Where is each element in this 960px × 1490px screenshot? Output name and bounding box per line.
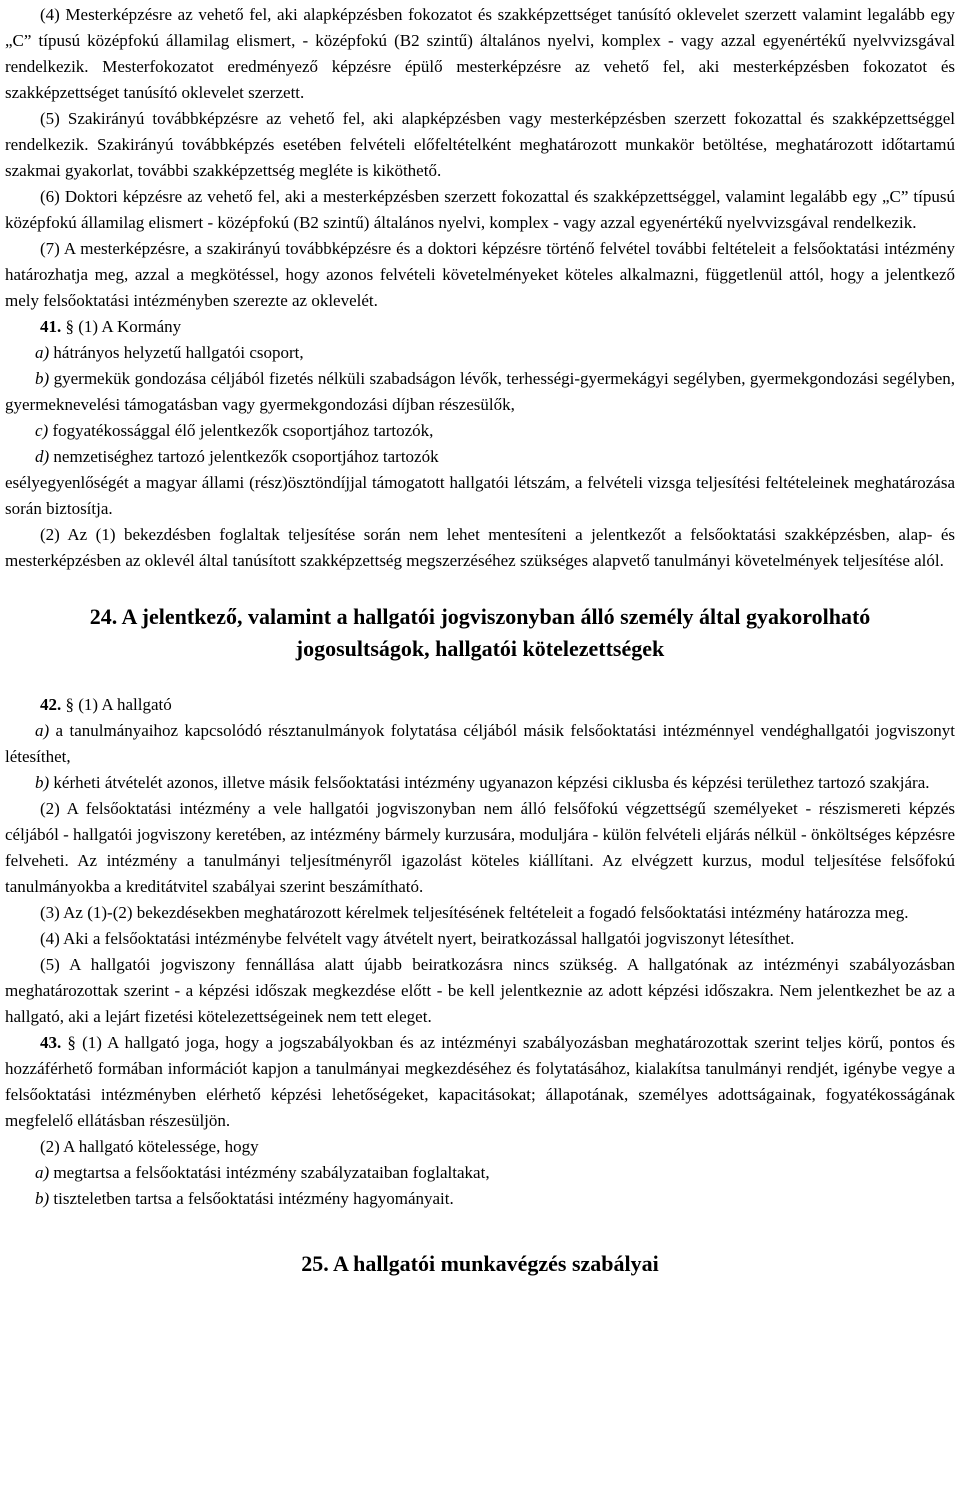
section-42-number: 42.	[40, 695, 62, 714]
section-42-paragraph-3: (3) Az (1)-(2) bekezdésekben meghatározott kérelmek teljesítésének feltételeit a fogadó felsőoktatási intézmény határozza meg.	[40, 903, 909, 922]
item-text: tiszteletben tartsa a felsőoktatási intézmény hagyományait.	[49, 1189, 454, 1208]
section-43-paragraph-2: (2) A hallgató kötelessége, hogy	[40, 1137, 259, 1156]
section-41-closing: esélyegyenlőségét a magyar állami (rész)ösztöndíjjal támogatott hallgatói létszám, a felvételi vizsga teljesítési feltételeinek meghatározása során biztosítja.	[5, 473, 955, 518]
item-letter: a)	[35, 343, 50, 362]
heading-24: 24. A jelentkező, valamint a hallgatói jogviszonyban álló személy által gyakorolható jogosultságok, hallgatói kötelezettségek	[89, 604, 871, 661]
item-text: fogyatékossággal élő jelentkezők csoportjához tartozók,	[48, 421, 434, 440]
section-42-item-b	[5, 770, 955, 796]
item-text: gyermekük gondozása céljából fizetés nélküli szabadságon lévők, terhességi-gyermekágyi segélyben, gyermekgondozási segélyben, gyermeknevelési támogatásban vagy gyermekgondozási díjban részesülők,	[5, 369, 955, 414]
section-42-item-a	[5, 718, 955, 770]
item-letter: b)	[35, 1189, 50, 1208]
item-letter: a)	[35, 721, 50, 740]
item-text: kérheti átvételét azonos, illetve másik felsőoktatási intézmény ugyanazon képzési ciklusba és képzési területhez tartozó szakjára.	[49, 773, 930, 792]
section-41-number: 41.	[40, 317, 62, 336]
section-42-intro	[5, 692, 955, 718]
item-letter: c)	[35, 421, 49, 440]
item-text: megtartsa a felsőoktatási intézmény szabályzataiban foglaltakat,	[49, 1163, 490, 1182]
section-43-item-a	[5, 1160, 955, 1186]
item-text: hátrányos helyzetű hallgatói csoport,	[49, 343, 304, 362]
paragraph-4: (4) Mesterképzésre az vehető fel, aki alapképzésben fokozatot és szakképzettséget tanúsító oklevelet szerzett valamint legalább egy „C” típusú középfokú államilag elismert, - középfokú (B2 szintű) általános nyelvi, komplex - vagy azzal egyenértékű nyelvvizsgával rendelkezik. Mesterfokozatot eredményező képzésre épülő mesterképzésre az vehető fel, aki mesterképzésben fokozatot és szakképzettséget tanúsító oklevelet szerzett.	[5, 5, 955, 102]
section-42-paragraph-2: (2) A felsőoktatási intézmény a vele hallgatói jogviszonyban nem álló felsőfokú végzettségű személyeket - részismereti képzés céljából - hallgatói jogviszony keretében, az intézmény bármely kurzusára, moduljára - külön felvételi eljárás nélkül - önköltséges képzésre felveheti. Az intézmény a tanulmányi teljesítményről igazolást köteles kiállítani. Az elvégzett kurzus, modul teljesítése felsőfokú tanulmányokba a kreditátvitel szabályai szerint beszámítható.	[5, 799, 955, 896]
item-letter: b)	[35, 773, 50, 792]
section-43-item-b	[5, 1186, 955, 1212]
section-43-intro-text: § (1) A hallgató joga, hogy a jogszabályokban és az intézményi szabályozásban meghatározottak szerint teljes körű, pontos és hozzáférhető formában információt kapjon a tanulmányai megkezdéséhez és folytatásához, kialakítsa tanulmányi rendjét, igénybe vegye a felsőoktatási intézményben elérhető képzési lehetőségeket, kapacitásokat; állapotának, személyes adottságainak, fogyatékosságának megfelelő ellátásban részesüljön.	[5, 1033, 955, 1130]
section-42-paragraph-4: (4) Aki a felsőoktatási intézménybe felvételt vagy átvételt nyert, beiratkozással hallgatói jogviszonyt létesíthet.	[40, 929, 795, 948]
section-41-intro-text: § (1) A Kormány	[61, 317, 182, 336]
paragraph-7: (7) A mesterképzésre, a szakirányú továbbképzésre és a doktori képzésre történő felvétel további feltételeit a felsőoktatási intézmény határozhatja meg, azzal a megkötéssel, hogy azonos felvételi követelményeket köteles alkalmazni, függetlenül attól, hogy a jelentkező mely felsőoktatási intézményben szerezte az oklevelét.	[5, 239, 955, 310]
section-41-item-d	[5, 444, 955, 470]
section-42-paragraph-5: (5) A hallgatói jogviszony fennállása alatt újabb beiratkozásra nincs szükség. A hallgatónak az intézményi szabályozásban meghatározottak szerint - a képzési időszak megkezdése előtt - be kell jelentkeznie az adott képzési időszakra. Nem jelentkezhet be az a hallgató, aki a lejárt fizetési kötelezettségeinek nem tett eleget.	[5, 955, 955, 1026]
section-41-item-a	[5, 340, 955, 366]
section-43-number: 43.	[40, 1033, 62, 1052]
item-letter: d)	[35, 447, 50, 466]
section-42-intro-text: § (1) A hallgató	[61, 695, 172, 714]
paragraph-5: (5) Szakirányú továbbképzésre az vehető fel, aki alapképzésben vagy mesterképzésben szerzett fokozattal és szakképzettséggel rendelkezik. Szakirányú továbbképzés esetében felvételi előfeltételként meghatározott munkakör betöltése, meghatározott időtartamú szakmai gyakorlat, további szakképzettség megléte is kiköthető.	[5, 109, 955, 180]
item-letter: b)	[35, 369, 50, 388]
section-41-item-c	[5, 418, 955, 444]
section-43-intro	[5, 1030, 955, 1134]
heading-25: 25. A hallgatói munkavégzés szabályai	[301, 1251, 659, 1276]
section-41-item-b	[5, 366, 955, 418]
item-text: nemzetiséghez tartozó jelentkezők csoportjához tartozók	[49, 447, 439, 466]
section-41-intro	[5, 314, 955, 340]
item-text: a tanulmányaihoz kapcsolódó résztanulmányok folytatása céljából másik felsőoktatási intézménnyel vendéghallgatói jogviszonyt létesíthet,	[5, 721, 955, 766]
section-41-paragraph-2: (2) Az (1) bekezdésben foglaltak teljesítése során nem lehet mentesíteni a jelentkezőt a felsőoktatási szakképzésben, alap- és mesterképzésben az oklevél által tanúsított szakképzettség megszerzéséhez szükséges alapvető tanulmányi követelmények teljesítése alól.	[5, 525, 955, 570]
item-letter: a)	[35, 1163, 50, 1182]
paragraph-6: (6) Doktori képzésre az vehető fel, aki a mesterképzésben szerzett fokozattal és szakképzettséggel, valamint legalább egy „C” típusú középfokú államilag elismert - középfokú (B2 szintű) általános nyelvi, komplex - vagy azzal egyenértékű nyelvvizsgával rendelkezik.	[5, 187, 955, 232]
